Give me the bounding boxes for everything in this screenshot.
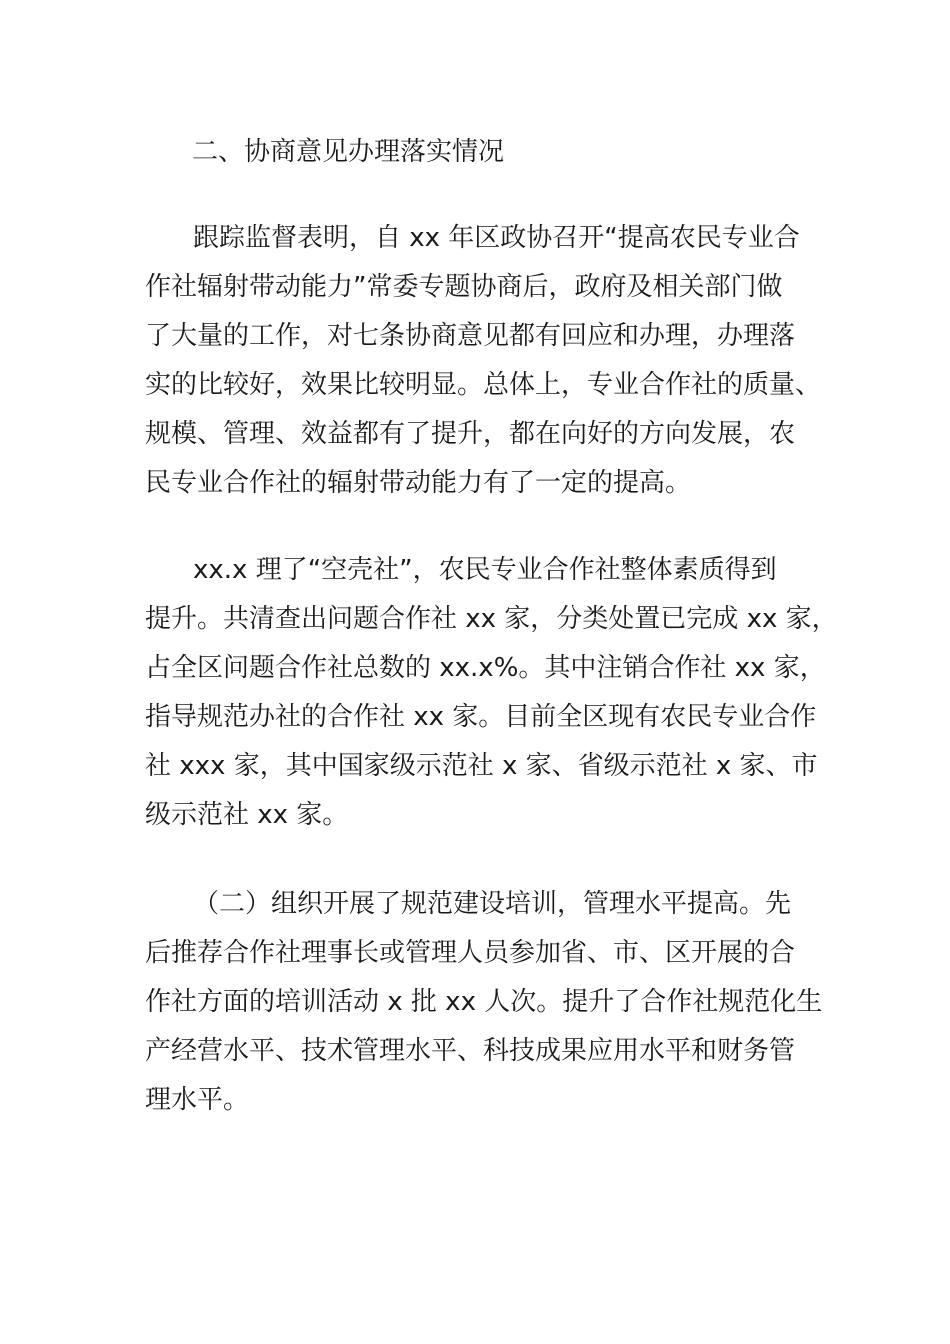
paragraph-line: 理水平。 xyxy=(145,1085,250,1115)
paragraph-line: 实的比较好，效果比较明显。总体上，专业合作社的质量、 xyxy=(145,370,822,400)
paragraph-line: 作社辐射带动能力”常委专题协商后，政府及相关部门做 xyxy=(145,272,783,302)
paragraph-line: xx.x 理了“空壳社”，农民专业合作社整体素质得到 xyxy=(193,555,777,585)
paragraph-line: 提升。共清查出问题合作社 xx 家，分类处置已完成 xx 家， xyxy=(145,604,838,634)
paragraph-training xyxy=(145,880,823,1125)
paragraph-line: 级示范社 xx 家。 xyxy=(145,800,349,830)
paragraph-line: 指导规范办社的合作社 xx 家。目前全区现有农民专业合作 xyxy=(145,702,817,732)
paragraph-line: 占全区问题合作社总数的 xx.x%。其中注销合作社 xx 家， xyxy=(145,653,826,683)
paragraph-line: 跟踪监督表明，自 xx 年区政协召开“提高农民专业合 xyxy=(193,223,800,253)
section-heading: 二、协商意见办理落实情况 xyxy=(192,137,505,167)
paragraph-line: 了大量的工作，对七条协商意见都有回应和办理，办理落 xyxy=(145,321,796,351)
paragraph-line: 规模、管理、效益都有了提升，都在向好的方向发展，农 xyxy=(145,419,796,449)
paragraph-line: 作社方面的培训活动 x 批 xx 人次。提升了合作社规范化生 xyxy=(145,987,823,1017)
paragraph-line: 民专业合作社的辐射带动能力有了一定的提高。 xyxy=(145,468,692,498)
paragraph-line: （二）组织开展了规范建设培训，管理水平提高。先 xyxy=(193,889,792,919)
paragraph-line: 后推荐合作社理事长或管理人员参加省、市、区开展的合 xyxy=(145,938,796,968)
paragraph-supervision-summary xyxy=(145,214,822,508)
paragraph-line: 产经营水平、技术管理水平、科技成果应用水平和财务管 xyxy=(145,1036,796,1066)
paragraph-line: 社 xxx 家，其中国家级示范社 x 家、省级示范社 x 家、市 xyxy=(145,751,818,781)
paragraph-shell-cooperatives xyxy=(145,546,838,840)
